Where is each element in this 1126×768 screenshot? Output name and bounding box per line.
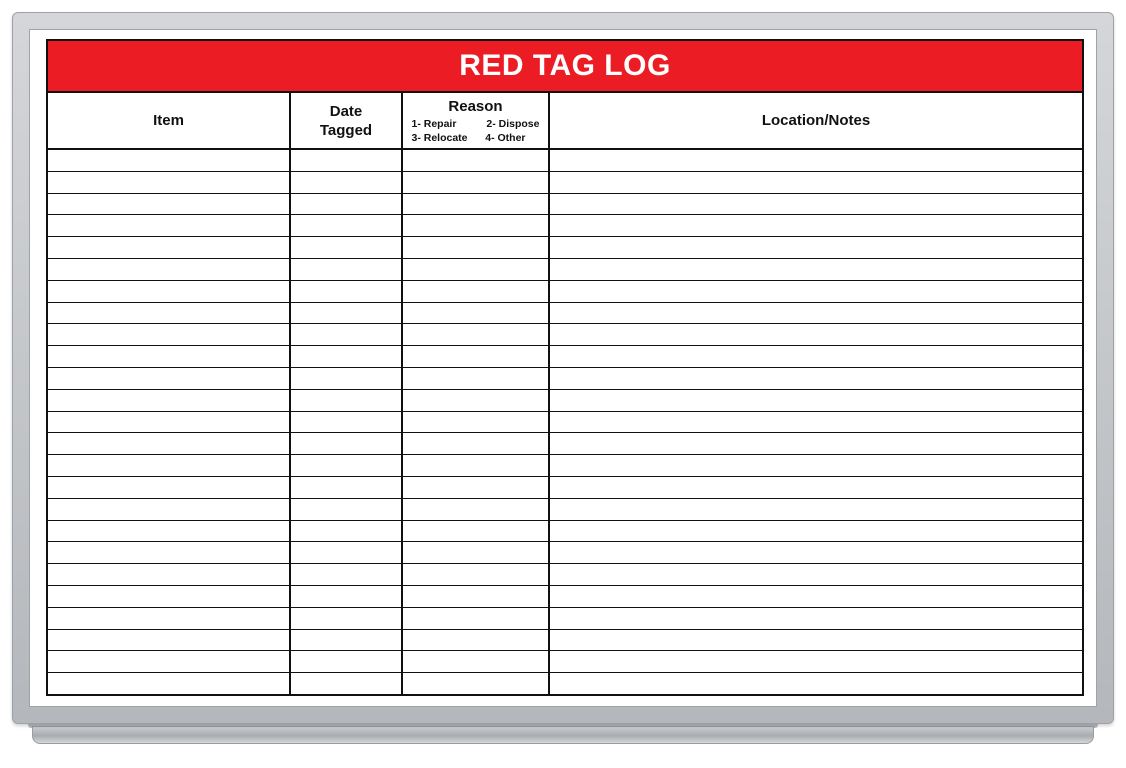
log-row — [48, 324, 1082, 346]
log-cell-item[interactable] — [48, 455, 291, 476]
log-row — [48, 586, 1082, 608]
log-cell-reason[interactable] — [403, 215, 550, 236]
log-cell-item[interactable] — [48, 586, 291, 607]
log-cell-item[interactable] — [48, 564, 291, 585]
log-cell-item[interactable] — [48, 194, 291, 215]
log-row — [48, 499, 1082, 521]
log-cell-reason[interactable] — [403, 281, 550, 302]
log-cell-item[interactable] — [48, 281, 291, 302]
log-cell-date-tagged[interactable] — [291, 150, 403, 171]
log-row — [48, 281, 1082, 303]
log-cell-reason[interactable] — [403, 346, 550, 367]
log-cell-item[interactable] — [48, 412, 291, 433]
column-header-reason — [403, 93, 550, 148]
log-cell-date-tagged[interactable] — [291, 630, 403, 651]
log-cell-reason[interactable] — [403, 303, 550, 324]
log-cell-location-notes[interactable] — [550, 237, 1082, 258]
log-cell-item[interactable] — [48, 651, 291, 672]
log-cell-item[interactable] — [48, 390, 291, 411]
log-cell-reason[interactable] — [403, 259, 550, 280]
column-header-reason-label: Reason — [448, 97, 503, 115]
reason-option-relocate: 3- Relocate — [411, 131, 468, 144]
log-cell-date-tagged[interactable] — [291, 390, 403, 411]
log-row — [48, 390, 1082, 412]
log-cell-item[interactable] — [48, 346, 291, 367]
board-title: RED TAG LOG — [48, 41, 1082, 93]
log-cell-item[interactable] — [48, 324, 291, 345]
log-cell-location-notes[interactable] — [550, 303, 1082, 324]
log-cell-date-tagged[interactable] — [291, 237, 403, 258]
log-cell-item[interactable] — [48, 150, 291, 171]
log-cell-item[interactable] — [48, 542, 291, 563]
log-cell-date-tagged[interactable] — [291, 172, 403, 193]
log-cell-location-notes[interactable] — [550, 412, 1082, 433]
log-cell-item[interactable] — [48, 630, 291, 651]
column-header-row — [48, 93, 1082, 150]
log-cell-date-tagged[interactable] — [291, 194, 403, 215]
log-cell-item[interactable] — [48, 673, 291, 695]
log-cell-reason[interactable] — [403, 564, 550, 585]
log-cell-date-tagged[interactable] — [291, 651, 403, 672]
reason-options-line-1 — [412, 117, 540, 131]
log-row — [48, 521, 1082, 543]
reason-options-line-2 — [412, 131, 540, 145]
log-row — [48, 194, 1082, 216]
log-cell-item[interactable] — [48, 521, 291, 542]
log-cell-date-tagged[interactable] — [291, 564, 403, 585]
column-header-date-tagged — [291, 93, 403, 148]
log-cell-item[interactable] — [48, 433, 291, 454]
log-cell-reason[interactable] — [403, 390, 550, 411]
log-cell-reason[interactable] — [403, 412, 550, 433]
log-row — [48, 455, 1082, 477]
log-cell-reason[interactable] — [403, 237, 550, 258]
log-cell-location-notes[interactable] — [550, 455, 1082, 476]
log-cell-date-tagged[interactable] — [291, 281, 403, 302]
log-cell-item[interactable] — [48, 237, 291, 258]
log-row — [48, 172, 1082, 194]
log-row — [48, 303, 1082, 325]
log-cell-reason[interactable] — [403, 521, 550, 542]
log-cell-date-tagged[interactable] — [291, 412, 403, 433]
log-cell-reason[interactable] — [403, 368, 550, 389]
log-row — [48, 542, 1082, 564]
log-cell-date-tagged[interactable] — [291, 455, 403, 476]
column-header-item-label: Item — [153, 112, 184, 129]
log-row — [48, 630, 1082, 652]
log-row — [48, 673, 1082, 695]
log-cell-location-notes[interactable] — [550, 521, 1082, 542]
log-row — [48, 237, 1082, 259]
log-cell-location-notes[interactable] — [550, 368, 1082, 389]
log-cell-date-tagged[interactable] — [291, 477, 403, 498]
log-cell-location-notes[interactable] — [550, 259, 1082, 280]
log-cell-reason[interactable] — [403, 172, 550, 193]
log-cell-date-tagged[interactable] — [291, 608, 403, 629]
reason-option-dispose: 2- Dispose — [486, 117, 540, 130]
log-cell-location-notes[interactable] — [550, 150, 1082, 171]
log-cell-item[interactable] — [48, 499, 291, 520]
red-tag-log-chart — [46, 39, 1084, 696]
log-cell-date-tagged[interactable] — [291, 368, 403, 389]
log-cell-reason[interactable] — [403, 542, 550, 563]
log-row — [48, 412, 1082, 434]
log-cell-date-tagged[interactable] — [291, 499, 403, 520]
log-cell-reason[interactable] — [403, 651, 550, 672]
log-row — [48, 651, 1082, 673]
log-row — [48, 564, 1082, 586]
log-cell-location-notes[interactable] — [550, 542, 1082, 563]
log-cell-reason[interactable] — [403, 455, 550, 476]
reason-options — [412, 117, 540, 145]
log-cell-location-notes[interactable] — [550, 215, 1082, 236]
log-cell-reason[interactable] — [403, 194, 550, 215]
log-cell-location-notes[interactable] — [550, 673, 1082, 695]
log-cell-item[interactable] — [48, 215, 291, 236]
log-cell-location-notes[interactable] — [550, 172, 1082, 193]
column-header-date-line-2: Tagged — [319, 121, 373, 139]
log-cell-item[interactable] — [48, 608, 291, 629]
log-row — [48, 150, 1082, 172]
log-cell-location-notes[interactable] — [550, 499, 1082, 520]
log-cell-location-notes[interactable] — [550, 346, 1082, 367]
reason-option-other: 4- Other — [485, 131, 526, 144]
log-cell-location-notes[interactable] — [550, 390, 1082, 411]
log-cell-item[interactable] — [48, 172, 291, 193]
log-cell-date-tagged[interactable] — [291, 521, 403, 542]
log-cell-reason[interactable] — [403, 673, 550, 695]
marker-tray — [32, 726, 1094, 744]
log-cell-reason[interactable] — [403, 608, 550, 629]
log-row — [48, 608, 1082, 630]
log-cell-date-tagged[interactable] — [291, 586, 403, 607]
log-row — [48, 477, 1082, 499]
log-cell-location-notes[interactable] — [550, 586, 1082, 607]
log-cell-reason[interactable] — [403, 586, 550, 607]
log-cell-location-notes[interactable] — [550, 630, 1082, 651]
log-row — [48, 215, 1082, 237]
log-row — [48, 433, 1082, 455]
log-cell-date-tagged[interactable] — [291, 673, 403, 695]
log-cell-reason[interactable] — [403, 499, 550, 520]
log-row — [48, 346, 1082, 368]
log-cell-date-tagged[interactable] — [291, 346, 403, 367]
log-cell-date-tagged[interactable] — [291, 259, 403, 280]
log-cell-location-notes[interactable] — [550, 608, 1082, 629]
log-cell-item[interactable] — [48, 368, 291, 389]
log-cell-date-tagged[interactable] — [291, 433, 403, 454]
log-rows — [48, 150, 1082, 694]
column-header-location-notes — [550, 93, 1082, 148]
log-cell-location-notes[interactable] — [550, 194, 1082, 215]
log-cell-date-tagged[interactable] — [291, 324, 403, 345]
log-cell-reason[interactable] — [403, 150, 550, 171]
log-cell-item[interactable] — [48, 259, 291, 280]
log-cell-reason[interactable] — [403, 477, 550, 498]
log-cell-location-notes[interactable] — [550, 324, 1082, 345]
log-cell-location-notes[interactable] — [550, 433, 1082, 454]
log-cell-item[interactable] — [48, 477, 291, 498]
log-cell-date-tagged[interactable] — [291, 542, 403, 563]
column-header-item — [48, 93, 291, 148]
reason-option-repair: 1- Repair — [411, 117, 457, 130]
log-cell-date-tagged[interactable] — [291, 303, 403, 324]
log-cell-location-notes[interactable] — [550, 477, 1082, 498]
log-cell-reason[interactable] — [403, 630, 550, 651]
log-cell-location-notes[interactable] — [550, 651, 1082, 672]
log-cell-reason[interactable] — [403, 324, 550, 345]
log-cell-item[interactable] — [48, 303, 291, 324]
log-cell-location-notes[interactable] — [550, 564, 1082, 585]
log-row — [48, 368, 1082, 390]
column-header-date-line-1: Date — [329, 102, 363, 120]
log-row — [48, 259, 1082, 281]
log-cell-location-notes[interactable] — [550, 281, 1082, 302]
column-header-location-label: Location/Notes — [761, 112, 871, 129]
log-cell-reason[interactable] — [403, 433, 550, 454]
log-cell-date-tagged[interactable] — [291, 215, 403, 236]
